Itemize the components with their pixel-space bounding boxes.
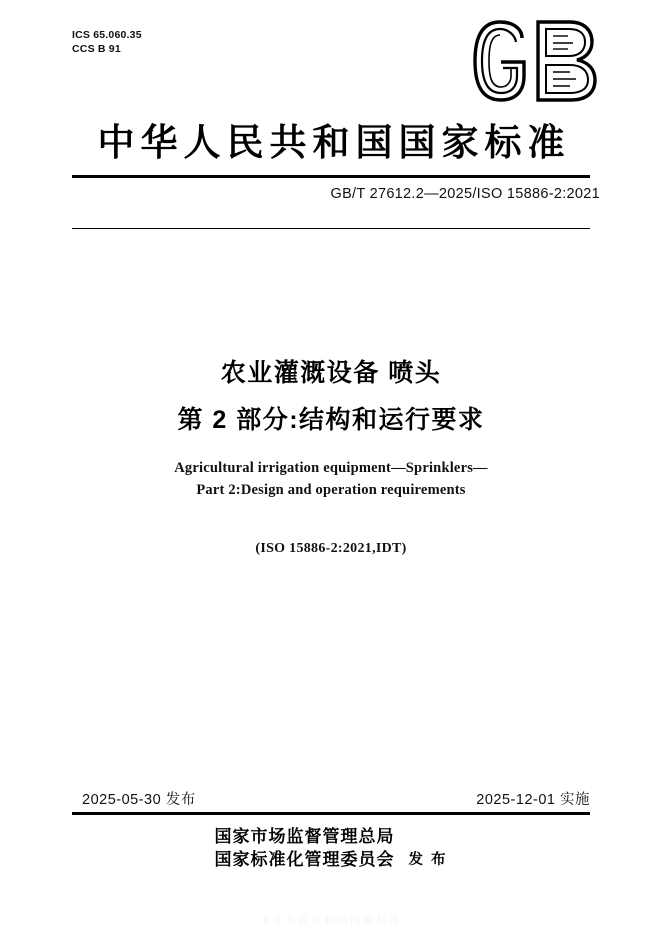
iso-equivalence: (ISO 15886-2:2021,IDT) <box>255 541 407 556</box>
page-watermark: 中华人民共和国国家标准 <box>259 916 403 927</box>
title-en-line2: Part 2:Design and operation requirements <box>196 482 466 498</box>
page-title: 中华人民共和国国家标准 <box>97 122 571 163</box>
gb-logo-icon <box>470 18 600 104</box>
standard-number: GB/T 27612.2—2025/ISO 15886-2:2021 <box>330 186 600 202</box>
title-en-line1: Agricultural irrigation equipment—Sprinklers— <box>174 460 488 476</box>
title-cn-line1: 农业灌溉设备 喷头 <box>220 359 442 387</box>
divider-bottom <box>72 228 590 229</box>
ics-code: ICS 65.060.35 <box>72 29 142 41</box>
divider-top <box>72 175 590 178</box>
issuer-line2: 国家标准化管理委员会 <box>214 849 395 869</box>
issuer-names <box>214 826 394 872</box>
classification-codes <box>72 28 142 56</box>
divider-footer <box>72 812 590 815</box>
implementation-date: 2025-12-01 实施 <box>476 792 590 808</box>
issuer-line1: 国家市场监督管理总局 <box>214 827 395 846</box>
ccs-code: CCS B 91 <box>72 43 121 56</box>
issuer-block <box>0 826 662 872</box>
title-cn-line2: 第 2 部分:结构和运行要求 <box>177 406 485 434</box>
issue-date: 2025-05-30 发布 <box>82 792 196 808</box>
publish-label: 发 布 <box>408 851 448 868</box>
